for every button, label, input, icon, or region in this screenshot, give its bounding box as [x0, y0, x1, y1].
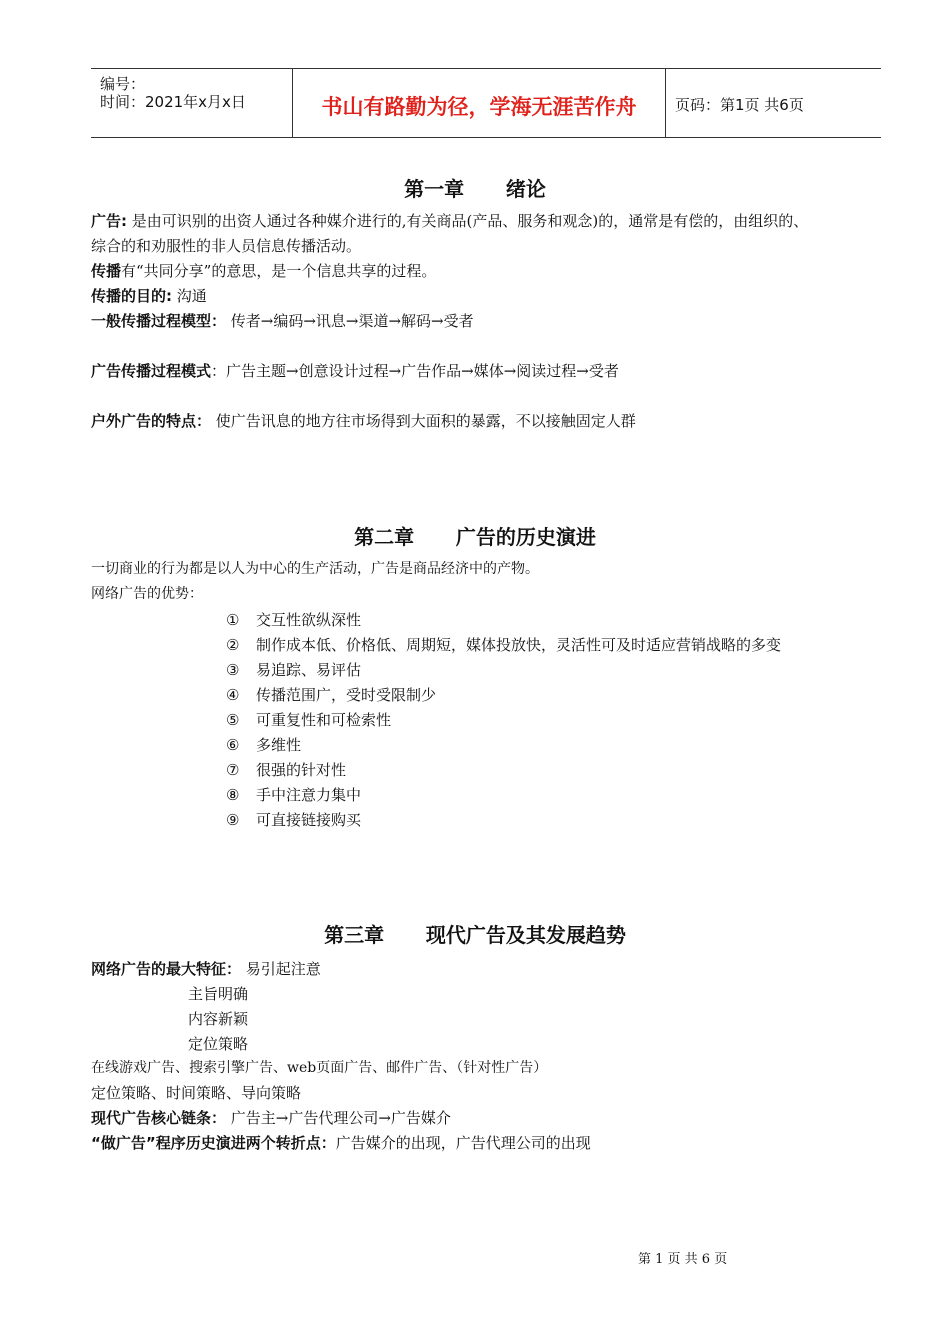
outdoor-term: 户外广告的特点： [91, 412, 212, 430]
header-right-cell [665, 69, 881, 137]
turning-point-term: “做广告”程序历史演进两个转折点： [91, 1134, 336, 1152]
turning-point-line [91, 1132, 591, 1154]
spread-term: 传播 [91, 262, 122, 280]
list-text: 多维性 [256, 736, 302, 754]
list-number: ⑨ [226, 811, 240, 829]
ad-definition-line1 [91, 210, 808, 232]
header-left-cell [91, 69, 292, 137]
list-number: ③ [226, 661, 240, 679]
list-item [226, 759, 346, 780]
spread-line [91, 260, 436, 282]
ad-definition-term: 广告: [91, 212, 127, 230]
number-label: 编号： [100, 75, 146, 93]
chapter2-paragraph1: 一切商业的行为都是以人为中心的生产活动，广告是商品经济中的产物。 [91, 561, 539, 577]
feature-sub1: 主旨明确 [188, 985, 249, 1003]
list-item [226, 784, 361, 805]
ad-model-line [91, 360, 619, 382]
ad-model-term: 广告传播过程模式 [91, 362, 212, 380]
page-label: 页码：第1页 共6页 [675, 96, 804, 114]
list-text: 交互性欲纵深性 [256, 611, 362, 629]
list-item [226, 809, 361, 830]
list-text: 易追踪、易评估 [256, 661, 362, 679]
feature-text: 易引起注意 [241, 960, 321, 978]
list-number: ① [226, 611, 240, 629]
chain-term: 现代广告核心链条： [91, 1109, 227, 1127]
chapter3-title: 第三章 现代广告及其发展趋势 [324, 923, 626, 947]
ad-definition-line2: 综合的和劝服性的非人员信息传播活动。 [91, 237, 362, 255]
ad-definition-text: 是由可识别的出资人通过各种媒介进行的,有关商品(产品、服务和观念)的，通常是有偿的，由组织的、 [127, 212, 809, 230]
outdoor-text: 使广告讯息的地方往市场得到大面积的暴露，不以接触固定人群 [211, 412, 636, 430]
model-term: 一般传播过程模型： [91, 312, 227, 330]
feature-term: 网络广告的最大特征： [91, 960, 242, 978]
list-number: ⑤ [226, 711, 240, 729]
list-text: 制作成本低、价格低、周期短，媒体投放快，灵活性可及时适应营销战略的多变 [256, 636, 782, 654]
page-footer: 第 1 页 共 6 页 [638, 1252, 728, 1267]
list-number: ② [226, 636, 240, 654]
list-text: 可直接链接购买 [256, 811, 362, 829]
ad-types-line: 在线游戏广告、搜索引擎广告、web页面广告、邮件广告、（针对性广告） [91, 1060, 548, 1076]
list-text: 传播范围广，受时受限制少 [256, 686, 437, 704]
chapter1-title: 第一章 绪论 [404, 177, 546, 201]
time-label: 时间：2021年x月x日 [100, 93, 246, 111]
list-item [226, 709, 391, 730]
list-number: ⑧ [226, 786, 240, 804]
purpose-text: 沟通 [172, 287, 207, 305]
strategies-line: 定位策略、时间策略、导向策略 [91, 1084, 302, 1102]
feature-sub2: 内容新颖 [188, 1010, 249, 1028]
purpose-line [91, 285, 207, 307]
list-item [226, 609, 361, 630]
list-text: 很强的针对性 [256, 761, 347, 779]
chapter2-paragraph2: 网络广告的优势： [91, 586, 203, 602]
header-motto-cell [292, 69, 666, 137]
chapter2-title: 第二章 广告的历史演进 [354, 525, 596, 549]
feature-line [91, 958, 321, 980]
list-number: ⑥ [226, 736, 240, 754]
list-item [226, 659, 361, 680]
header-table [91, 68, 881, 138]
list-number: ⑦ [226, 761, 240, 779]
model-text: 传者→编码→讯息→渠道→解码→受者 [226, 312, 474, 330]
list-number: ④ [226, 686, 240, 704]
list-text: 可重复性和可检索性 [256, 711, 392, 729]
ad-model-text: ：广告主题→创意设计过程→广告作品→媒体→阅读过程→受者 [211, 362, 619, 380]
list-item [226, 634, 781, 655]
list-item [226, 684, 436, 705]
spread-text: 有“共同分享”的意思，是一个信息共享的过程。 [121, 262, 437, 280]
turning-point-text: 广告媒介的出现，广告代理公司的出现 [335, 1134, 591, 1152]
outdoor-line [91, 410, 636, 432]
list-text: 手中注意力集中 [256, 786, 362, 804]
motto: 书山有路勤为径，学海无涯苦作舟 [321, 94, 637, 119]
chain-text: 广告主→广告代理公司→广告媒介 [226, 1109, 451, 1127]
feature-sub3: 定位策略 [188, 1035, 249, 1053]
chain-line [91, 1107, 451, 1129]
model-line [91, 310, 474, 332]
list-item [226, 734, 301, 755]
purpose-term: 传播的目的: [91, 287, 172, 305]
